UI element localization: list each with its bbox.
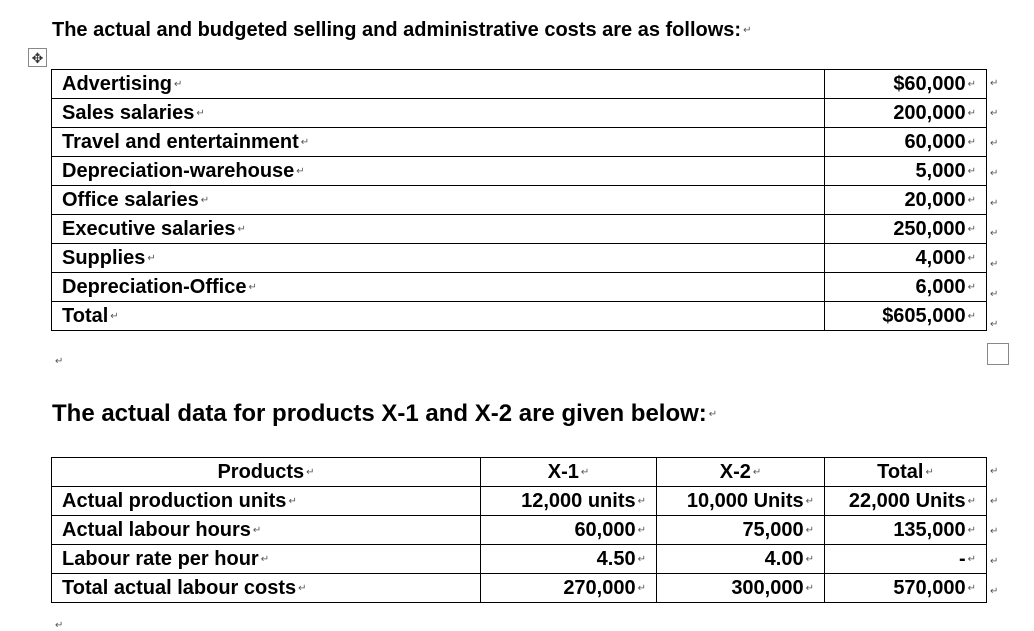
table-row bbox=[52, 186, 987, 215]
paragraph-mark-icon: ↵ bbox=[990, 108, 999, 119]
paragraph-mark-icon: ↵ bbox=[990, 259, 999, 270]
cost-item: Travel and entertainment ↵ bbox=[52, 128, 825, 157]
table-cell: - ↵ bbox=[825, 545, 987, 574]
row-label: Actual production units ↵ bbox=[52, 487, 481, 516]
paragraph-mark-icon: ↵ bbox=[990, 228, 999, 239]
cost-item: Office salaries ↵ bbox=[52, 186, 825, 215]
paragraph-mark-icon: ↵ bbox=[990, 168, 999, 179]
table-row bbox=[52, 487, 987, 516]
cost-amount: 250,000 ↵ bbox=[825, 215, 987, 244]
paragraph-mark-icon: ↵ bbox=[990, 586, 999, 597]
table-resize-icon[interactable] bbox=[987, 343, 1009, 365]
paragraph-mark-icon: ↵ bbox=[990, 78, 999, 89]
table-row bbox=[52, 70, 987, 99]
column-header: Products ↵ bbox=[52, 458, 481, 487]
row-label: Labour rate per hour ↵ bbox=[52, 545, 481, 574]
cost-amount: $605,000 ↵ bbox=[825, 302, 987, 331]
table-row bbox=[52, 273, 987, 302]
paragraph-mark-icon: ↵ bbox=[990, 556, 999, 567]
table-row-total bbox=[52, 302, 987, 331]
column-header: Total ↵ bbox=[825, 458, 987, 487]
cost-amount: $60,000 ↵ bbox=[825, 70, 987, 99]
table-cell: 22,000 Units ↵ bbox=[825, 487, 987, 516]
move-arrows-icon[interactable]: ✥ bbox=[28, 48, 47, 67]
row-label: Actual labour hours ↵ bbox=[52, 516, 481, 545]
paragraph-mark-icon: ↵ bbox=[990, 289, 999, 300]
cost-item: Advertising ↵ bbox=[52, 70, 825, 99]
table-row bbox=[52, 545, 987, 574]
table-cell: 12,000 units ↵ bbox=[481, 487, 657, 516]
cost-amount: 4,000 ↵ bbox=[825, 244, 987, 273]
table-row bbox=[52, 128, 987, 157]
row-label: Total actual labour costs ↵ bbox=[52, 574, 481, 603]
cost-item: Depreciation-Office ↵ bbox=[52, 273, 825, 302]
cost-amount: 200,000 ↵ bbox=[825, 99, 987, 128]
table-cell: 300,000 ↵ bbox=[657, 574, 825, 603]
paragraph-mark-icon: ↵ bbox=[990, 526, 999, 537]
table-cell: 60,000 ↵ bbox=[481, 516, 657, 545]
table-cell: 270,000 ↵ bbox=[481, 574, 657, 603]
table-cell: 10,000 Units ↵ bbox=[657, 487, 825, 516]
table-row bbox=[52, 99, 987, 128]
paragraph-mark-icon: ↵ bbox=[990, 466, 999, 477]
table-cell: 75,000 ↵ bbox=[657, 516, 825, 545]
paragraph-mark-icon: ↵ bbox=[708, 409, 718, 421]
table-cell: 4.00 ↵ bbox=[657, 545, 825, 574]
column-header: X-1 ↵ bbox=[481, 458, 657, 487]
product-heading: The actual data for products X-1 and X-2 are given below: ↵ bbox=[52, 400, 718, 427]
paragraph-mark-icon: ↵ bbox=[990, 319, 999, 330]
cost-item: Sales salaries ↵ bbox=[52, 99, 825, 128]
table-cell: 570,000 ↵ bbox=[825, 574, 987, 603]
cost-item: Supplies ↵ bbox=[52, 244, 825, 273]
table-cell: 135,000 ↵ bbox=[825, 516, 987, 545]
paragraph-mark-icon: ↵ bbox=[990, 198, 999, 209]
paragraph-mark-icon: ↵ bbox=[990, 496, 999, 507]
table-header-row bbox=[52, 458, 987, 487]
table-cell: 4.50 ↵ bbox=[481, 545, 657, 574]
paragraph-mark-icon: ↵ bbox=[55, 620, 64, 631]
cost-table bbox=[51, 69, 987, 331]
column-header: X-2 ↵ bbox=[657, 458, 825, 487]
table-row bbox=[52, 215, 987, 244]
cost-amount: 6,000 ↵ bbox=[825, 273, 987, 302]
cost-item: Total ↵ bbox=[52, 302, 825, 331]
product-table bbox=[51, 457, 987, 603]
table-row bbox=[52, 244, 987, 273]
paragraph-mark-icon: ↵ bbox=[743, 25, 752, 37]
cost-amount: 20,000 ↵ bbox=[825, 186, 987, 215]
cost-heading: The actual and budgeted selling and administrative costs are as follows: ↵ bbox=[52, 19, 752, 41]
paragraph-mark-icon: ↵ bbox=[55, 356, 64, 367]
table-row bbox=[52, 516, 987, 545]
cost-item: Executive salaries ↵ bbox=[52, 215, 825, 244]
table-row bbox=[52, 157, 987, 186]
cost-amount: 5,000 ↵ bbox=[825, 157, 987, 186]
paragraph-mark-icon: ↵ bbox=[990, 138, 999, 149]
cost-item: Depreciation-warehouse ↵ bbox=[52, 157, 825, 186]
table-row bbox=[52, 574, 987, 603]
cost-amount: 60,000 ↵ bbox=[825, 128, 987, 157]
